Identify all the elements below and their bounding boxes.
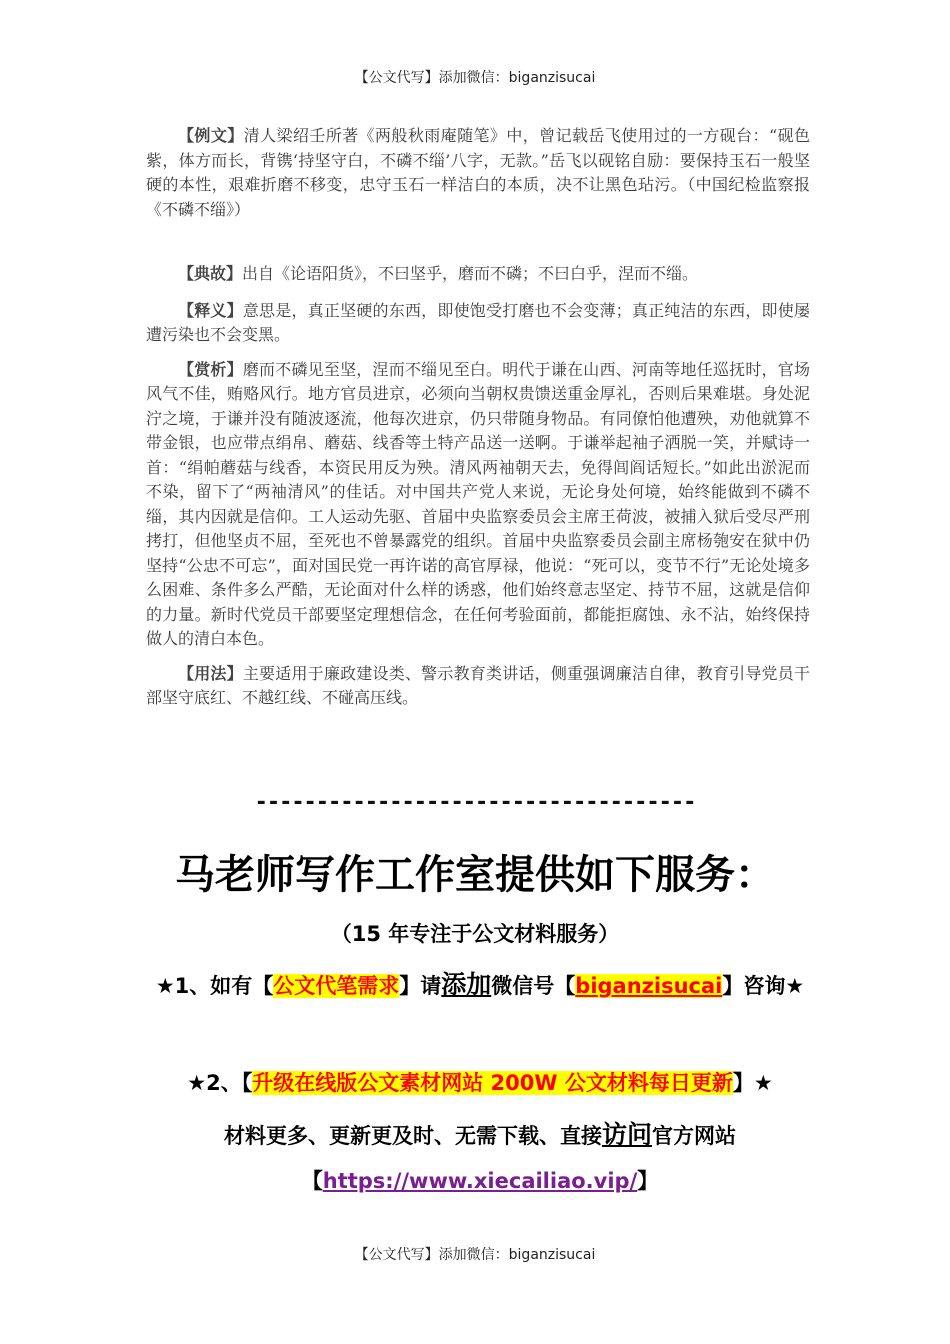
line-3-emphasis: 访问	[601, 1120, 652, 1149]
line-3-prefix: 材料更多、更新更及时、无需下载、直接	[223, 1124, 602, 1148]
wechat-id-link[interactable]: biganzisucai	[575, 974, 723, 998]
website-link[interactable]: https://www.xiecailiao.vip/	[322, 1169, 638, 1193]
usage-tag: 【用法】	[178, 663, 243, 683]
service-1-mid1: 】请	[399, 974, 442, 998]
service-1-highlight: 公文代笔需求	[273, 974, 400, 998]
link-close-bracket: 】	[637, 1169, 659, 1193]
meaning-tag: 【释义】	[178, 300, 243, 320]
analysis-paragraph	[146, 358, 810, 652]
service-1-mid2: 微信号【	[491, 974, 576, 998]
page-header: 【公文代写】添加微信：biganzisucai	[354, 70, 596, 86]
service-2-suffix: 】★	[732, 1071, 773, 1095]
service-item-1	[150, 960, 810, 1011]
example-paragraph	[146, 124, 810, 222]
article-body	[146, 124, 810, 226]
analysis-text: 磨而不磷见至坚，涅而不缁见至白。明代于谦在山西、河南等地任巡抚时，官场风气不佳，贿赂风行。地方官员进京，必须向当朝权贵馈送重金厚礼，否则后果难堪。身处泥泞之境，于谦并没有随波逐流，他每次进京，仍只带随身物品。有同僚怕他遭殃，劝他就算不带金银，也应带点绢帛、蘑菇、线香等土特产品送一送啊。于谦举起袖子洒脱一笑，并赋诗一首：“绢帕蘑菇与线香，本资民用反为殃。清风两袖朝天去，免得闾阎话短长。”如此出淤泥而不染，留下了“两袖清风”的佳话。对中国共产党人来说，无论身处何境，始终能做到不磷不缁，其内因就是信仰。工人运动先驱、首届中央监察委员会主席王荷波，被捕入狱后受尽严刑拷打，但他坚贞不屈，至死也不曾暴露党的组织。首届中央监察委员会副主席杨匏安在狱中仍坚持“公忠不可忘”，面对国民党一再许诺的高官厚禄，他说：“死可以，变节不行”无论处境多么困难、条件多么严酷，无论面对什么样的诱惑，他们始终意志坚定、持节不屈，这就是信仰的力量。新时代党员干部要坚定理想信念，在任何考验面前，都能拒腐蚀、永不沾，始终保持做人的清白本色。	[146, 359, 810, 648]
meaning-text: 意思是，真正坚硬的东西，即使饱受打磨也不会变薄；真正纯洁的东西，即使屡遭污染也不会变黑。	[146, 300, 810, 344]
service-1-suffix: 】咨询★	[722, 974, 805, 998]
page-footer: 【公文代写】添加微信：biganzisucai	[354, 1247, 596, 1263]
example-tag: 【例文】	[178, 126, 244, 145]
service-2-highlight: 升级在线版公文素材网站 200W 公文材料每日更新	[252, 1071, 733, 1095]
analysis-tag: 【赏析】	[178, 359, 243, 379]
origin-text: 出自《论语阳货》，不曰坚乎，磨而不磷；不曰白乎，涅而不缁。	[242, 264, 699, 283]
example-source: （中国纪检监察报《不磷不缁》）	[146, 175, 810, 219]
usage-text: 主要适用于廉政建设类、警示教育类讲话，侧重强调廉洁自律，教育引导党员干部坚守底红、不越红线、不碰高压线。	[146, 663, 810, 707]
example-text: 清人梁绍壬所著《两般秋雨庵随笔》中，曾记载岳飞使用过的一方砚台：“砚色紫，体方而长，背镌‘持坚守白，不磷不缁’八字，无款。”岳飞以砚铭自励：要保持玉石一般坚硬的本性，艰难折磨不移变，忠守玉石一样洁白的本质，决不让黑色玷污。	[146, 126, 810, 194]
line-3-suffix: 官方网站	[652, 1124, 736, 1148]
section-divider: ------------------------------------	[254, 790, 696, 815]
service-1-emphasis: 添加	[441, 970, 492, 999]
link-open-bracket: 【	[301, 1169, 323, 1193]
promo-subtitle: （15 年专注于公文材料服务）	[330, 922, 620, 946]
origin-paragraph	[146, 262, 810, 287]
usage-paragraph	[146, 662, 810, 711]
meaning-paragraph	[146, 299, 810, 348]
service-item-2	[150, 1058, 810, 1108]
service-1-prefix: ★1、如有【	[155, 974, 274, 998]
promo-title: 马老师写作工作室提供如下服务：	[175, 852, 775, 898]
origin-tag: 【典故】	[178, 264, 243, 283]
service-line-3	[150, 1110, 810, 1161]
article-body-rest	[146, 262, 810, 721]
website-line	[150, 1156, 810, 1206]
service-2-prefix: ★2、【	[187, 1071, 253, 1095]
